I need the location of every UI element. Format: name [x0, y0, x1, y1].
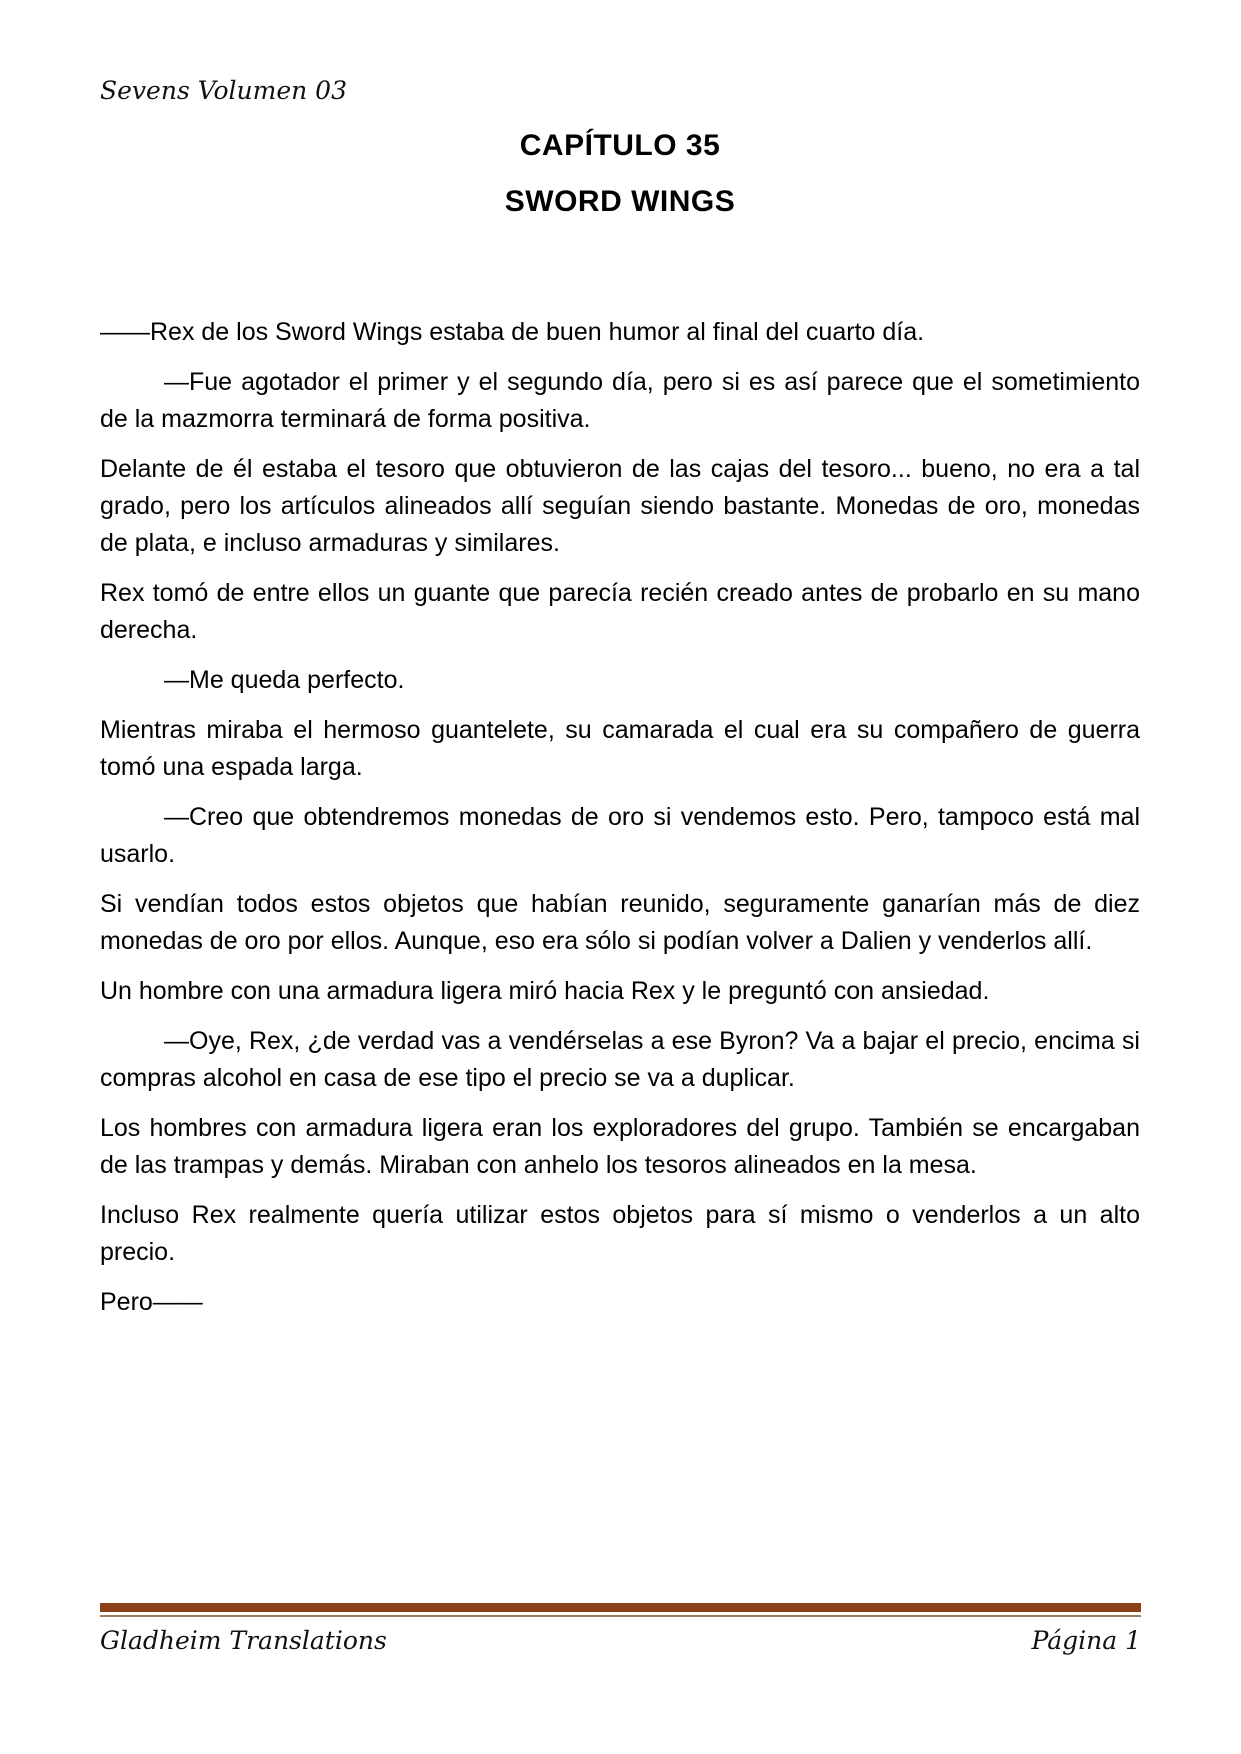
chapter-name: SWORD WINGS	[504, 185, 736, 218]
footer-divider-thin-line	[100, 1615, 1141, 1617]
footer-divider	[100, 1603, 1141, 1617]
paragraph-9: Un hombre con una armadura ligera miró hacia Rex y le preguntó con ansiedad.	[100, 977, 990, 1005]
translator-credit: Gladheim Translations	[100, 1626, 387, 1655]
body-text	[100, 314, 1140, 1334]
chapter-title-block	[100, 130, 1140, 218]
paragraph-3: Delante de él estaba el tesoro que obtuvieron de las cajas del tesoro... bueno, no era a tal grado, pero los artículos alineados allí seguían siendo bastante. Monedas de oro, monedas de plata, e incluso armaduras y similares.	[100, 455, 1140, 557]
paragraph-10: —Oye, Rex, ¿de verdad vas a vendérselas a ese Byron? Va a bajar el precio, encima si compras alcohol en casa de ese tipo el precio se va a duplicar.	[100, 1027, 1140, 1092]
paragraph-2: —Fue agotador el primer y el segundo día, pero si es así parece que el sometimiento de la mazmorra terminará de forma positiva.	[100, 368, 1140, 433]
paragraph-4: Rex tomó de entre ellos un guante que parecía recién creado antes de probarlo en su mano derecha.	[100, 579, 1140, 644]
paragraph-8: Si vendían todos estos objetos que habían reunido, seguramente ganarían más de diez monedas de oro por ellos. Aunque, eso era sólo si podían volver a Dalien y venderlos allí.	[100, 890, 1140, 955]
paragraph-1: ——Rex de los Sword Wings estaba de buen humor al final del cuarto día.	[100, 318, 925, 346]
paragraph-13: Pero——	[100, 1288, 203, 1316]
paragraph-7: —Creo que obtendremos monedas de oro si vendemos esto. Pero, tampoco está mal usarlo.	[100, 803, 1140, 868]
paragraph-12: Incluso Rex realmente quería utilizar estos objetos para sí mismo o venderlos a un alto precio.	[100, 1201, 1140, 1266]
paragraph-6: Mientras miraba el hermoso guantelete, su camarada el cual era su compañero de guerra tomó una espada larga.	[100, 716, 1140, 781]
chapter-number: CAPÍTULO 35	[519, 129, 721, 162]
paragraph-5: —Me queda perfecto.	[164, 666, 405, 694]
page-header	[100, 76, 1141, 105]
page-number: Página 1	[1031, 1626, 1141, 1655]
volume-title: Sevens Volumen 03	[100, 76, 347, 105]
page-footer	[100, 1626, 1141, 1655]
paragraph-11: Los hombres con armadura ligera eran los exploradores del grupo. También se encargaban de las trampas y demás. Miraban con anhelo los tesoros alineados en la mesa.	[100, 1114, 1140, 1179]
footer-divider-thick-line	[100, 1603, 1141, 1612]
